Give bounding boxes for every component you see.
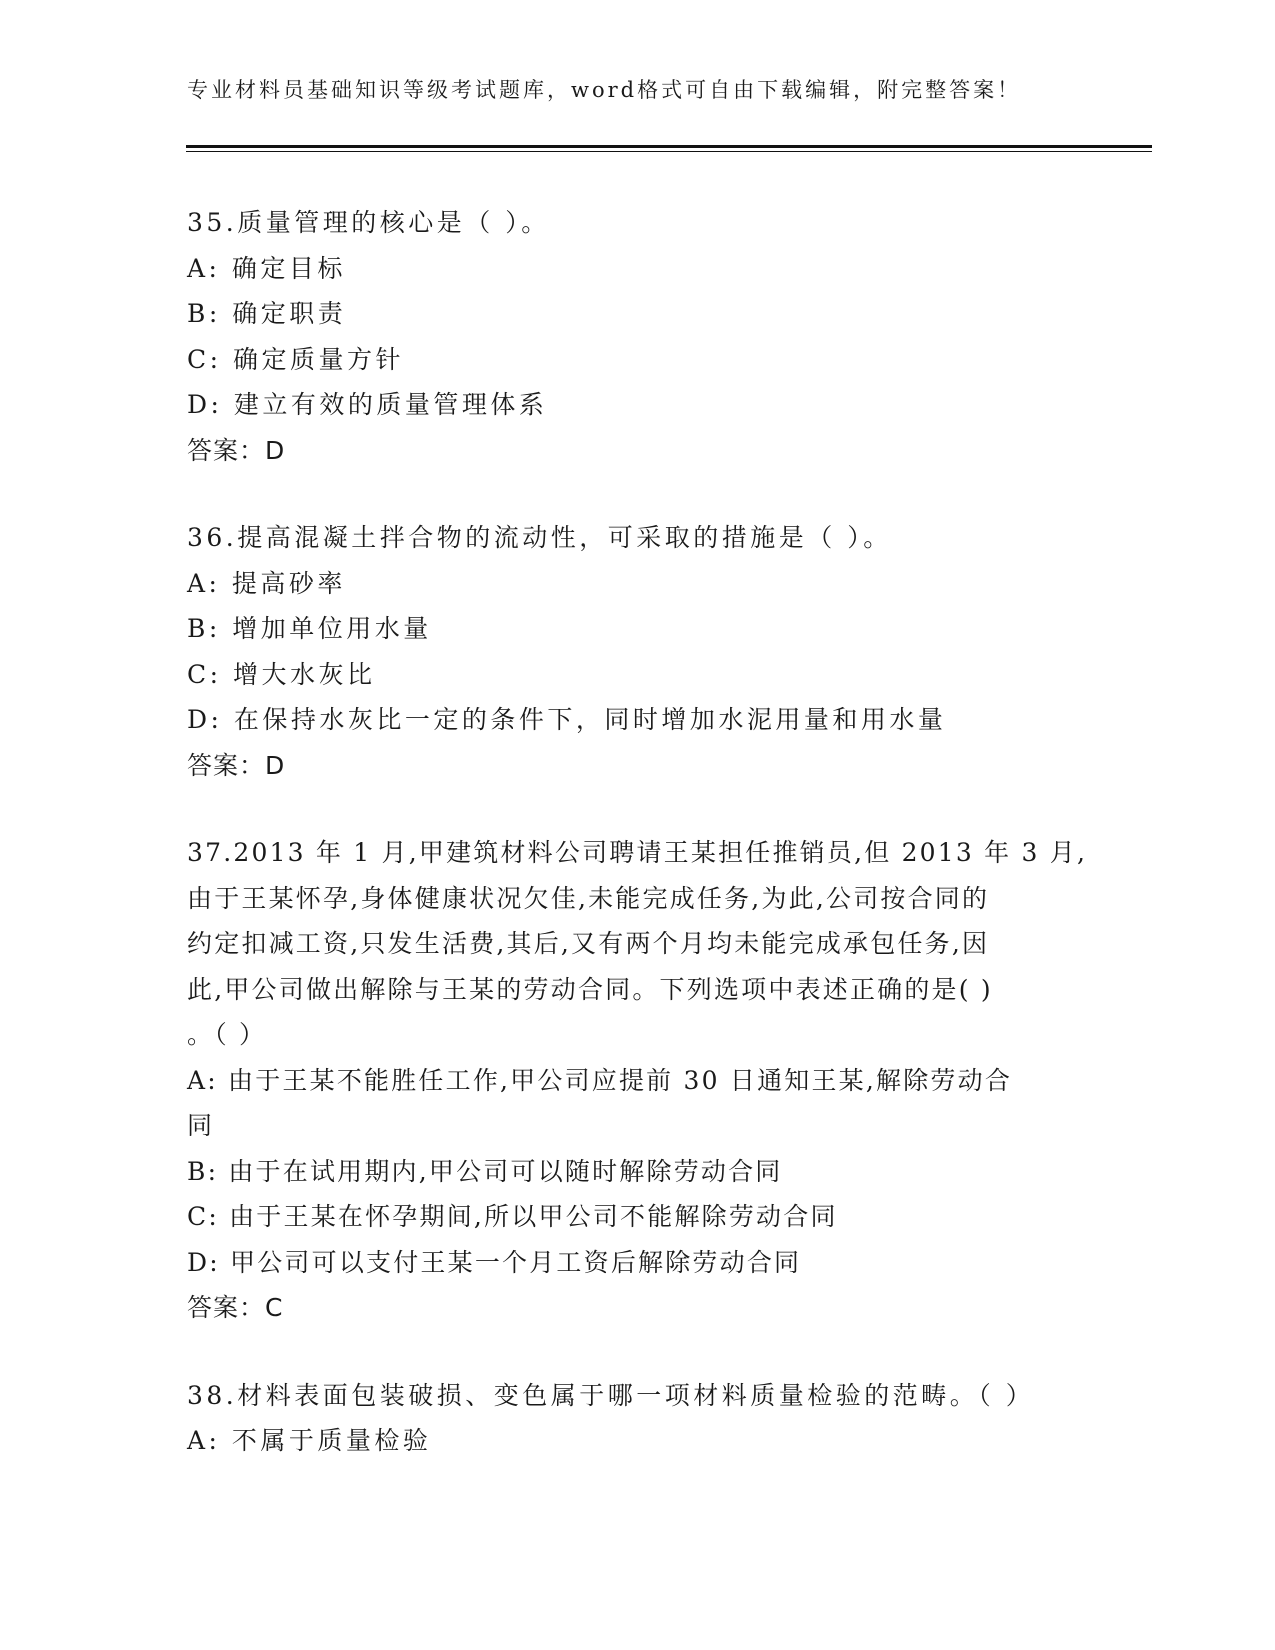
option-b: B: 确定职责 — [187, 299, 347, 328]
question-38 — [187, 1373, 1087, 1464]
option-d: D: 建立有效的质量管理体系 — [187, 390, 548, 419]
header-rule-thick — [186, 145, 1152, 148]
option-c: C: 由于王某在怀孕期间,所以甲公司不能解除劳动合同 — [187, 1202, 838, 1231]
option-c: C: 确定质量方针 — [187, 344, 404, 374]
question-stem-line-1: 37.2013 年 1 月,甲建筑材料公司聘请王某担任推销员,但 2013 年 3 月, — [187, 838, 1088, 867]
question-list — [187, 200, 1087, 1506]
option-d: D: 在保持水灰比一定的条件下，同时增加水泥用量和用水量 — [187, 705, 947, 734]
header-rule-thin — [186, 151, 1152, 152]
document-header: 专业材料员基础知识等级考试题库，word格式可自由下载编辑，附完整答案！ — [187, 78, 1022, 102]
question-36 — [187, 515, 1087, 788]
answer-label: 答案：C — [187, 1293, 284, 1322]
question-stem-line-3: 约定扣减工资,只发生活费,其后,又有两个月均未能完成承包任务,因 — [187, 929, 990, 958]
option-b: B: 由于在试用期内,甲公司可以随时解除劳动合同 — [187, 1156, 783, 1186]
option-d: D: 甲公司可以支付王某一个月工资后解除劳动合同 — [187, 1247, 802, 1277]
question-37 — [187, 830, 1087, 1331]
option-c: C: 增大水灰比 — [187, 659, 376, 689]
question-stem-line-2: 由于王某怀孕,身体健康状况欠佳,未能完成任务,为此,公司按合同的 — [187, 883, 990, 913]
option-a: A: 提高砂率 — [187, 568, 346, 598]
question-stem: 38.材料表面包装破损、变色属于哪一项材料质量检验的范畴。（ ） — [187, 1380, 1035, 1410]
option-a-line-1: A: 由于王某不能胜任工作,甲公司应提前 30 日通知王某,解除劳动合 — [187, 1065, 1013, 1095]
answer-label: 答案：D — [187, 435, 286, 465]
option-a-line-2: 同 — [187, 1111, 215, 1140]
question-stem-line-5: 。（ ） — [187, 1020, 267, 1049]
question-stem: 35.质量管理的核心是（ ）。 — [187, 208, 550, 237]
question-stem: 36.提高混凝土拌合物的流动性，可采取的措施是（ ）。 — [187, 523, 892, 552]
answer-label: 答案：D — [187, 750, 286, 780]
option-b: B: 增加单位用水量 — [187, 614, 432, 643]
question-stem-line-4: 此,甲公司做出解除与王某的劳动合同。下列选项中表述正确的是( ) — [187, 974, 993, 1004]
option-a: A: 不属于质量检验 — [187, 1426, 432, 1455]
option-a: A: 确定目标 — [187, 253, 346, 283]
question-35 — [187, 200, 1087, 473]
